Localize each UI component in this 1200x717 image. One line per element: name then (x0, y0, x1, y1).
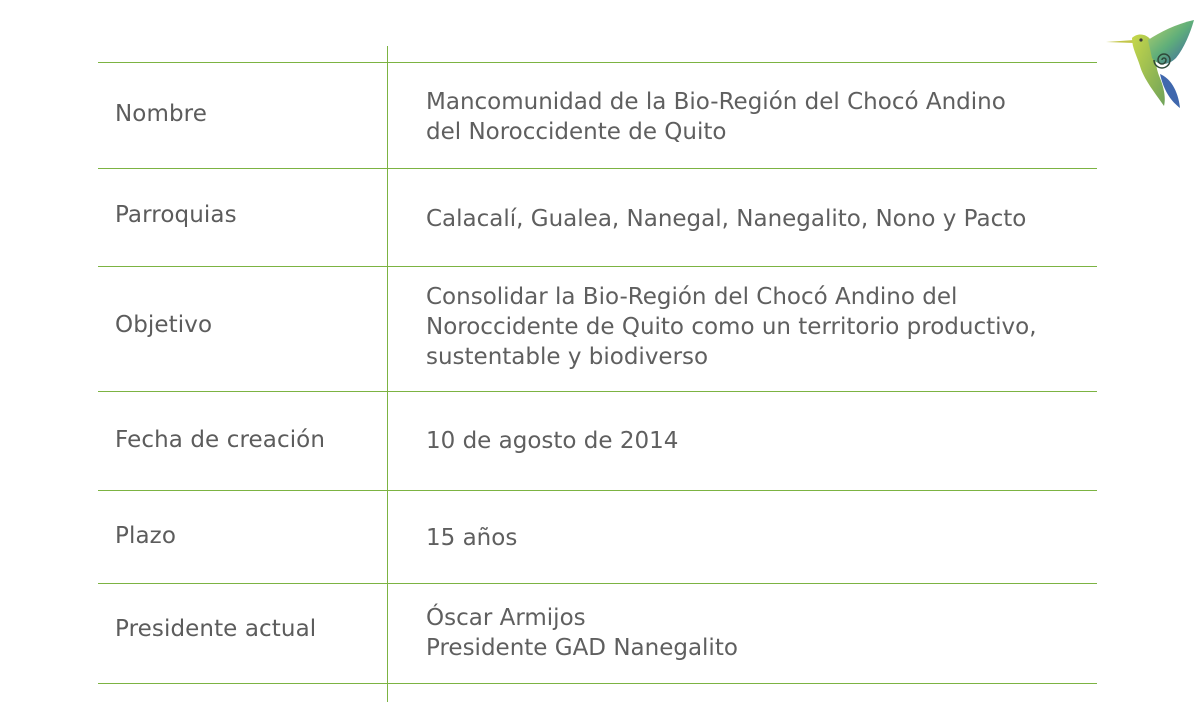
row-label: Presidente actual (115, 616, 317, 642)
table-row-plazo (98, 490, 1097, 583)
row-value (426, 204, 1096, 234)
value-line: sustentable y biodiverso (426, 344, 709, 370)
table-row-fecha-creacion (98, 391, 1097, 490)
value-line: Mancomunidad de la Bio-Región del Chocó Andino (426, 89, 1006, 115)
value-line: 10 de agosto de 2014 (426, 428, 679, 454)
row-value (426, 282, 1096, 372)
value-line: 15 años (426, 525, 518, 551)
row-value (426, 426, 1096, 456)
value-line: Calacalí, Gualea, Nanegal, Nanegalito, Nono y Pacto (426, 206, 1027, 232)
value-line: Noroccidente de Quito como un territorio productivo, (426, 314, 1037, 340)
table-row-presidente-actual (98, 583, 1097, 683)
info-table (98, 46, 1097, 702)
bird-eye (1139, 38, 1142, 41)
table-row-objetivo (98, 266, 1097, 391)
row-label: Objetivo (115, 312, 213, 338)
bird-wing (1148, 20, 1194, 64)
value-line: Presidente GAD Nanegalito (426, 635, 738, 661)
bird-beak (1106, 40, 1134, 43)
row-divider (98, 683, 1097, 684)
row-value (426, 523, 1096, 553)
row-value (426, 87, 1096, 147)
table-row-parroquias (98, 168, 1097, 266)
table-row-nombre (98, 62, 1097, 168)
row-label: Parroquias (115, 202, 237, 228)
row-label: Plazo (115, 523, 176, 549)
row-label: Nombre (115, 101, 207, 127)
value-line: del Noroccidente de Quito (426, 119, 727, 145)
row-value (426, 603, 1096, 663)
value-line: Consolidar la Bio-Región del Chocó Andino del (426, 284, 958, 310)
value-line: Óscar Armijos (426, 605, 586, 631)
row-label: Fecha de creación (115, 427, 326, 453)
hummingbird-logo-icon (1104, 18, 1196, 112)
